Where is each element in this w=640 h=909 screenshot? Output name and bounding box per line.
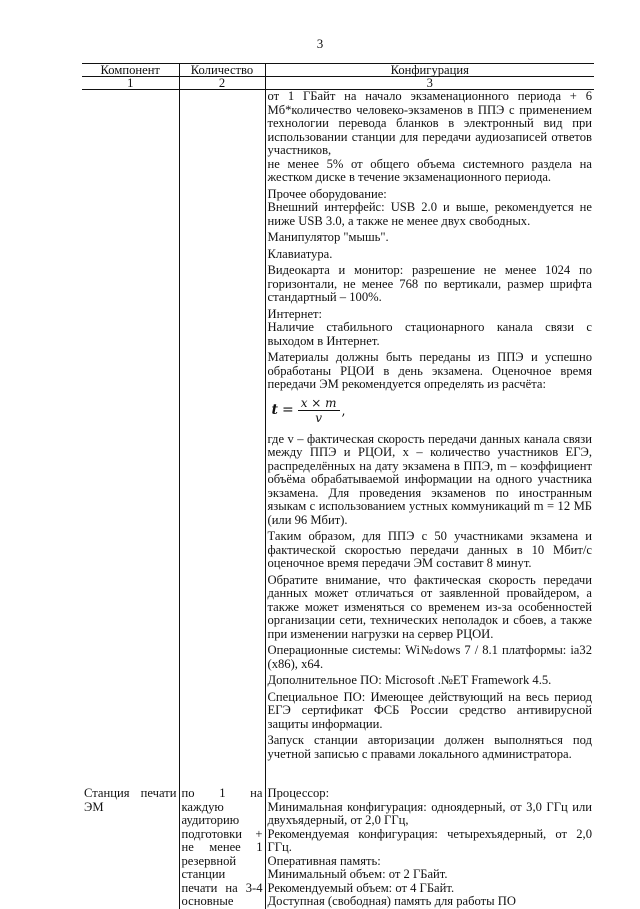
config-paragraph: Минимальный объем: от 2 ГБайт. <box>267 867 448 881</box>
config-paragraph: Прочее оборудование: <box>267 186 387 201</box>
column-number-3: 3 <box>265 77 594 90</box>
config-paragraph: Рекомендуемая конфигурация: четырехъядерный, от 2,0 ГГц. <box>267 826 592 854</box>
config-paragraph: не менее 5% от общего объема системного раздела на жестком диске в течение экзаменационного периода. <box>267 156 592 184</box>
header-quantity: Количество <box>179 64 265 77</box>
formula-trail: , <box>341 402 346 418</box>
config-paragraph: Операционные системы: Wi№dows 7 / 8.1 платформы: ia32 (x86), x64. <box>267 643 592 671</box>
config-paragraph: Минимальная конфигурация: одноядерный, от 3,0 ГГц или двухъядерный, от 2,0 ГГц, <box>267 799 592 827</box>
configuration-table <box>82 63 594 909</box>
formula-equals: = <box>281 401 294 418</box>
transfer-time-formula <box>268 392 593 430</box>
config-paragraph: Процессор: <box>267 786 330 800</box>
column-number-1: 1 <box>82 77 179 90</box>
config-paragraph: от 1 ГБайт на начало экзаменационного периода + 6 Мб*количество человеко-экзаменов в ППЭ с применением технологии перевода бланков в электронный вид при использовании станции для передачи аудиозаписей ответов участников, <box>267 89 592 157</box>
column-number-2: 2 <box>179 77 265 90</box>
component-cell <box>82 90 179 762</box>
column-number-row <box>82 77 594 90</box>
table-row <box>82 761 594 909</box>
table-row <box>82 90 594 762</box>
config-paragraph: Видеокарта и монитор: разрешение не менее 1024 по горизонтали, не менее 768 по вертикали, размер шрифта стандартный – 100%. <box>267 263 592 304</box>
formula-denominator: v <box>315 411 323 425</box>
page-number: 3 <box>316 36 324 51</box>
header-configuration: Конфигурация <box>265 64 594 77</box>
formula-lhs: t <box>271 401 278 418</box>
config-paragraph: Таким образом, для ППЭ с 50 участниками экзамена и фактической скоростью передачи данных в 10 Мбит/с оценочное время передачи ЭМ составит 8 минут. <box>267 529 592 570</box>
quantity-cell <box>179 90 265 762</box>
formula-fraction <box>298 396 340 425</box>
config-paragraph: Рекомендуемый объем: от 4 ГБайт. <box>267 880 455 895</box>
config-paragraph: Дополнительное ПО: Microsoft .№ET Framework 4.5. <box>267 673 552 687</box>
configuration-cell <box>265 761 594 909</box>
config-paragraph: Специальное ПО: Имеющее действующий на весь период ЕГЭ сертификат ФСБ России средство антивирусной защиты информации. <box>267 689 592 731</box>
config-paragraph: Материалы должны быть переданы из ППЭ и успешно обработаны РЦОИ в день экзамена. Оценочное время передачи ЭМ рекомендуется определять из расчёта: <box>267 350 592 391</box>
config-paragraph: Внешний интерфейс: USB 2.0 и выше, рекомендуется не ниже USB 3.0, а также не менее двух свободных. <box>267 200 592 228</box>
formula-numerator: x × m <box>298 396 340 411</box>
config-paragraph: Оперативная память: <box>267 853 381 868</box>
configuration-cell <box>265 90 594 762</box>
config-paragraph: Интернет: <box>267 306 323 321</box>
config-paragraph: Обратите внимание, что фактическая скорость передачи данных может отличаться от заявленной провайдером, а также может изменяться со временем из-за особенностей организации сети, технических неполадок и сбоев, а также при изменении нагрузки на сервер РЦОИ. <box>267 572 592 641</box>
config-paragraph: Клавиатура. <box>267 246 333 261</box>
config-paragraph: Запуск станции авторизации должен выполняться под учетной записью с правами локального администратора. <box>267 733 592 761</box>
component-cell: Станция печати ЭМ <box>82 761 179 909</box>
config-paragraph: где v – фактическая скорость передачи данных канала связи между ППЭ и РЦОИ, x – количество участников ЕГЭ, распределённых на дату экзамена в ППЭ, m – коэффициент объёма обрабатываемой информации на одного участника экзамена. Для проведения экзаменов по иностранным языкам с использованием устных коммуникаций m = 12 МБ (или 96 Мбит). <box>267 431 592 527</box>
config-paragraph: Манипулятор "мышь". <box>267 230 389 244</box>
header-row <box>82 64 594 77</box>
header-component: Компонент <box>82 64 179 77</box>
quantity-cell: по 1 на каждую аудиторию подготовки + не менее 1 резервной станции печати на 3-4 основные <box>179 761 265 909</box>
config-paragraph: Доступная (свободная) память для работы ПО <box>267 894 516 908</box>
config-paragraph: Наличие стабильного стационарного канала связи с выходом в Интернет. <box>267 320 592 348</box>
